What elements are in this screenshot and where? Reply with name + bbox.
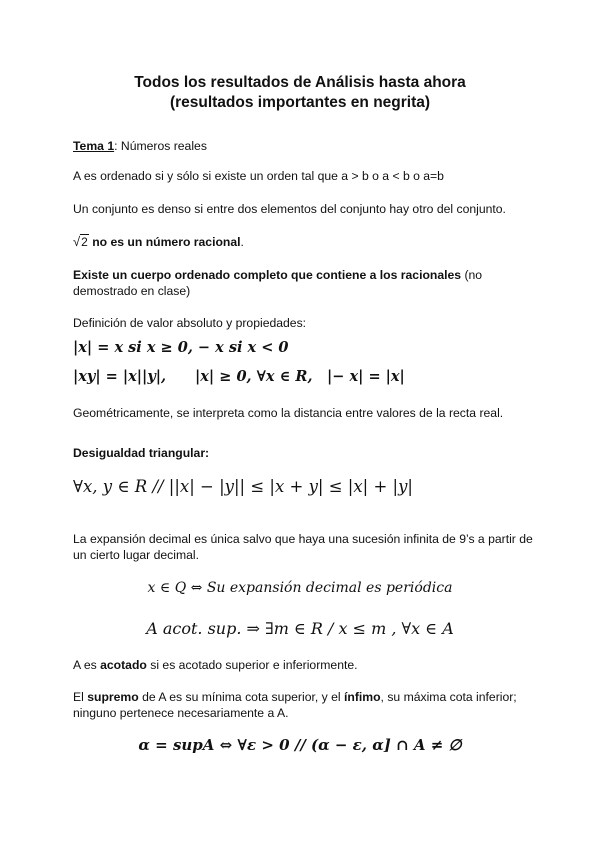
page-title-line-2: (resultados importantes en negrita) xyxy=(169,94,431,111)
paragraph-decimal-expansion: La expansión decimal es única salvo que haya una sucesión infinita de 9’s a partir de un cierto lugar decimal. xyxy=(73,532,533,562)
triangle-inequality-formula: ∀x, y ∈ R // ||x| − |y|| ≤ |x + y| ≤ |x| + |y| xyxy=(73,477,413,496)
triangle-heading: Desigualdad triangular: xyxy=(73,446,210,460)
page-title-line-1: Todos los resultados de Análisis hasta ahora xyxy=(134,74,466,91)
topic-heading xyxy=(73,138,533,154)
paragraph-abs-definition: Definición de valor absoluto y propiedades: xyxy=(73,316,307,330)
topic-label: Tema 1 xyxy=(73,139,115,153)
decimal-periodic-formula: x ∈ Q ⇔ Su expansión decimal es periódica xyxy=(147,580,453,596)
upper-bound-formula: A acot. sup. ⇒ ∃m ∈ R / x ≤ m , ∀x ∈ A xyxy=(146,619,454,638)
sqrt2-statement xyxy=(73,234,533,250)
sqrt2-end: . xyxy=(240,235,244,249)
abs-formula-product: |xy| = |x||y|, xyxy=(73,368,167,385)
sqrt2-text: no es un número racional xyxy=(88,235,241,249)
paragraph-dense: Un conjunto es denso si entre dos elementos del conjunto hay otro del conjunto. xyxy=(73,202,506,216)
infimo-bold: ínfimo xyxy=(343,690,381,704)
field-rest-text: (no demostrado en clase) xyxy=(73,268,483,298)
paragraph-complete-field xyxy=(73,267,533,299)
supremo-bold: supremo xyxy=(87,690,139,704)
sqrt-symbol: √2 xyxy=(73,234,88,249)
abs-formula-definition: |x| = x si x ≥ 0, − x si x < 0 xyxy=(73,339,289,356)
paragraph-ordered: A es ordenado si y sólo si existe un orden tal que a > b o a < b o a=b xyxy=(73,169,444,183)
sqrt-radicand: 2 xyxy=(81,235,88,249)
topic-separator: : xyxy=(114,139,118,153)
paragraph-supremum-infimum: El supremo de A es su mínima cota superior, y el ínfimo, su máxima cota inferior; ninguno pertenece necesariamente a A. xyxy=(73,690,517,720)
bounded-bold: acotado xyxy=(100,658,147,672)
abs-formula-nonnegative: |x| ≥ 0, ∀x ∈ R, xyxy=(195,368,313,385)
paragraph-geometric: Geométricamente, se interpreta como la distancia entre valores de la recta real. xyxy=(73,406,504,420)
topic-name: Números reales xyxy=(117,139,207,153)
paragraph-bounded: A es acotado si es acotado superior e inferiormente. xyxy=(73,658,358,672)
supremum-formula: α = supA ⇔ ∀ε > 0 // (α − ε, α] ∩ A ≠ ∅ xyxy=(138,736,462,754)
abs-formula-symmetry: |− x| = |x| xyxy=(327,368,405,385)
field-bold-text: Existe un cuerpo ordenado completo que contiene a los racionales xyxy=(73,268,462,282)
